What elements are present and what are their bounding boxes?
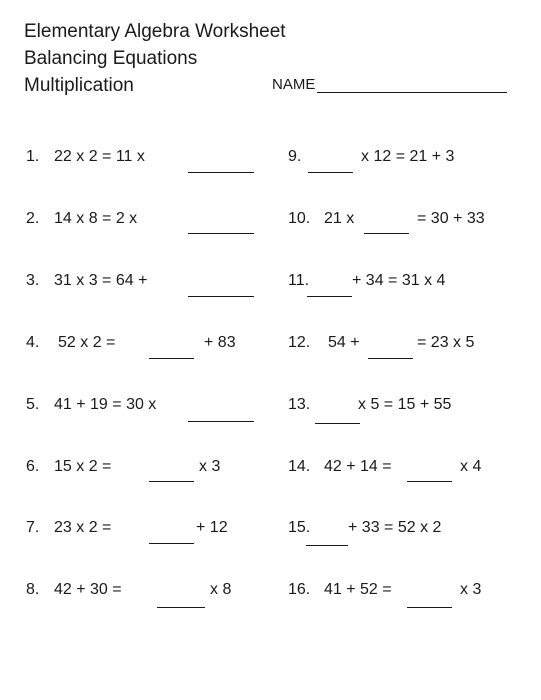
answer-blank[interactable] (315, 423, 360, 424)
problem-text-tail: x 3 (460, 581, 482, 598)
answer-blank[interactable] (188, 172, 254, 173)
name-field-area (272, 76, 507, 93)
problem-text: 21 x (324, 210, 355, 227)
problem-text: 54 + (328, 334, 360, 351)
problem-text: 23 x 2 = (54, 519, 112, 536)
problem-number: 6. (26, 458, 40, 475)
problem-text: 41 + 52 = (324, 581, 392, 598)
problem-number: 14. (288, 458, 311, 475)
problem-number: 5. (26, 396, 40, 413)
problem-number: 8. (26, 581, 40, 598)
answer-blank[interactable] (364, 233, 409, 234)
problem-text-tail: + 12 (196, 519, 228, 536)
problem-number: 16. (288, 581, 311, 598)
problem-text-tail: = 23 x 5 (417, 334, 475, 351)
problem-text: + 33 = 52 x 2 (348, 519, 442, 536)
problem-number: 1. (26, 148, 40, 165)
problem-text: 22 x 2 = 11 x (54, 148, 145, 165)
problem-text: x 5 = 15 + 55 (358, 396, 452, 413)
problem-text: 15 x 2 = (54, 458, 112, 475)
problem-number: 2. (26, 210, 40, 227)
answer-blank[interactable] (306, 545, 348, 546)
problem-text: 42 + 14 = (324, 458, 392, 475)
name-label: NAME (272, 76, 316, 93)
problem-text-tail: = 30 + 33 (417, 210, 485, 227)
problem-number: 12. (288, 334, 311, 351)
problem-text: 42 + 30 = (54, 581, 122, 598)
problem-number: 3. (26, 272, 40, 289)
problem-text: + 34 = 31 x 4 (352, 272, 446, 289)
problem-text: x 12 = 21 + 3 (361, 148, 455, 165)
problem-text-tail: x 3 (199, 458, 221, 475)
answer-blank[interactable] (188, 296, 254, 297)
answer-blank[interactable] (188, 421, 254, 422)
problem-number: 15. (288, 519, 311, 536)
answer-blank[interactable] (157, 607, 205, 608)
worksheet-title: Elementary Algebra Worksheet (24, 21, 286, 42)
problem-text-tail: + 83 (204, 334, 236, 351)
answer-blank[interactable] (149, 481, 194, 482)
problem-number: 4. (26, 334, 40, 351)
problem-text: 14 x 8 = 2 x (54, 210, 138, 227)
problem-number: 10. (288, 210, 311, 227)
answer-blank[interactable] (368, 358, 413, 359)
answer-blank[interactable] (407, 481, 452, 482)
answer-blank[interactable] (308, 172, 353, 173)
answer-blank[interactable] (407, 607, 452, 608)
problem-text-tail: x 4 (460, 458, 482, 475)
answer-blank[interactable] (188, 233, 254, 234)
problem-text: 31 x 3 = 64 + (54, 272, 148, 289)
problem-number: 11. (288, 272, 310, 289)
problem-text: 41 + 19 = 30 x (54, 396, 157, 413)
problem-number: 7. (26, 519, 40, 536)
worksheet-topic: Multiplication (24, 75, 134, 96)
answer-blank[interactable] (307, 296, 352, 297)
problem-number: 9. (288, 148, 302, 165)
answer-blank[interactable] (149, 543, 194, 544)
answer-blank[interactable] (149, 358, 194, 359)
problem-number: 13. (288, 396, 311, 413)
problem-text-tail: x 8 (210, 581, 232, 598)
name-blank-line[interactable] (317, 76, 507, 93)
problem-text: 52 x 2 = (58, 334, 116, 351)
worksheet-subtitle: Balancing Equations (24, 48, 198, 69)
